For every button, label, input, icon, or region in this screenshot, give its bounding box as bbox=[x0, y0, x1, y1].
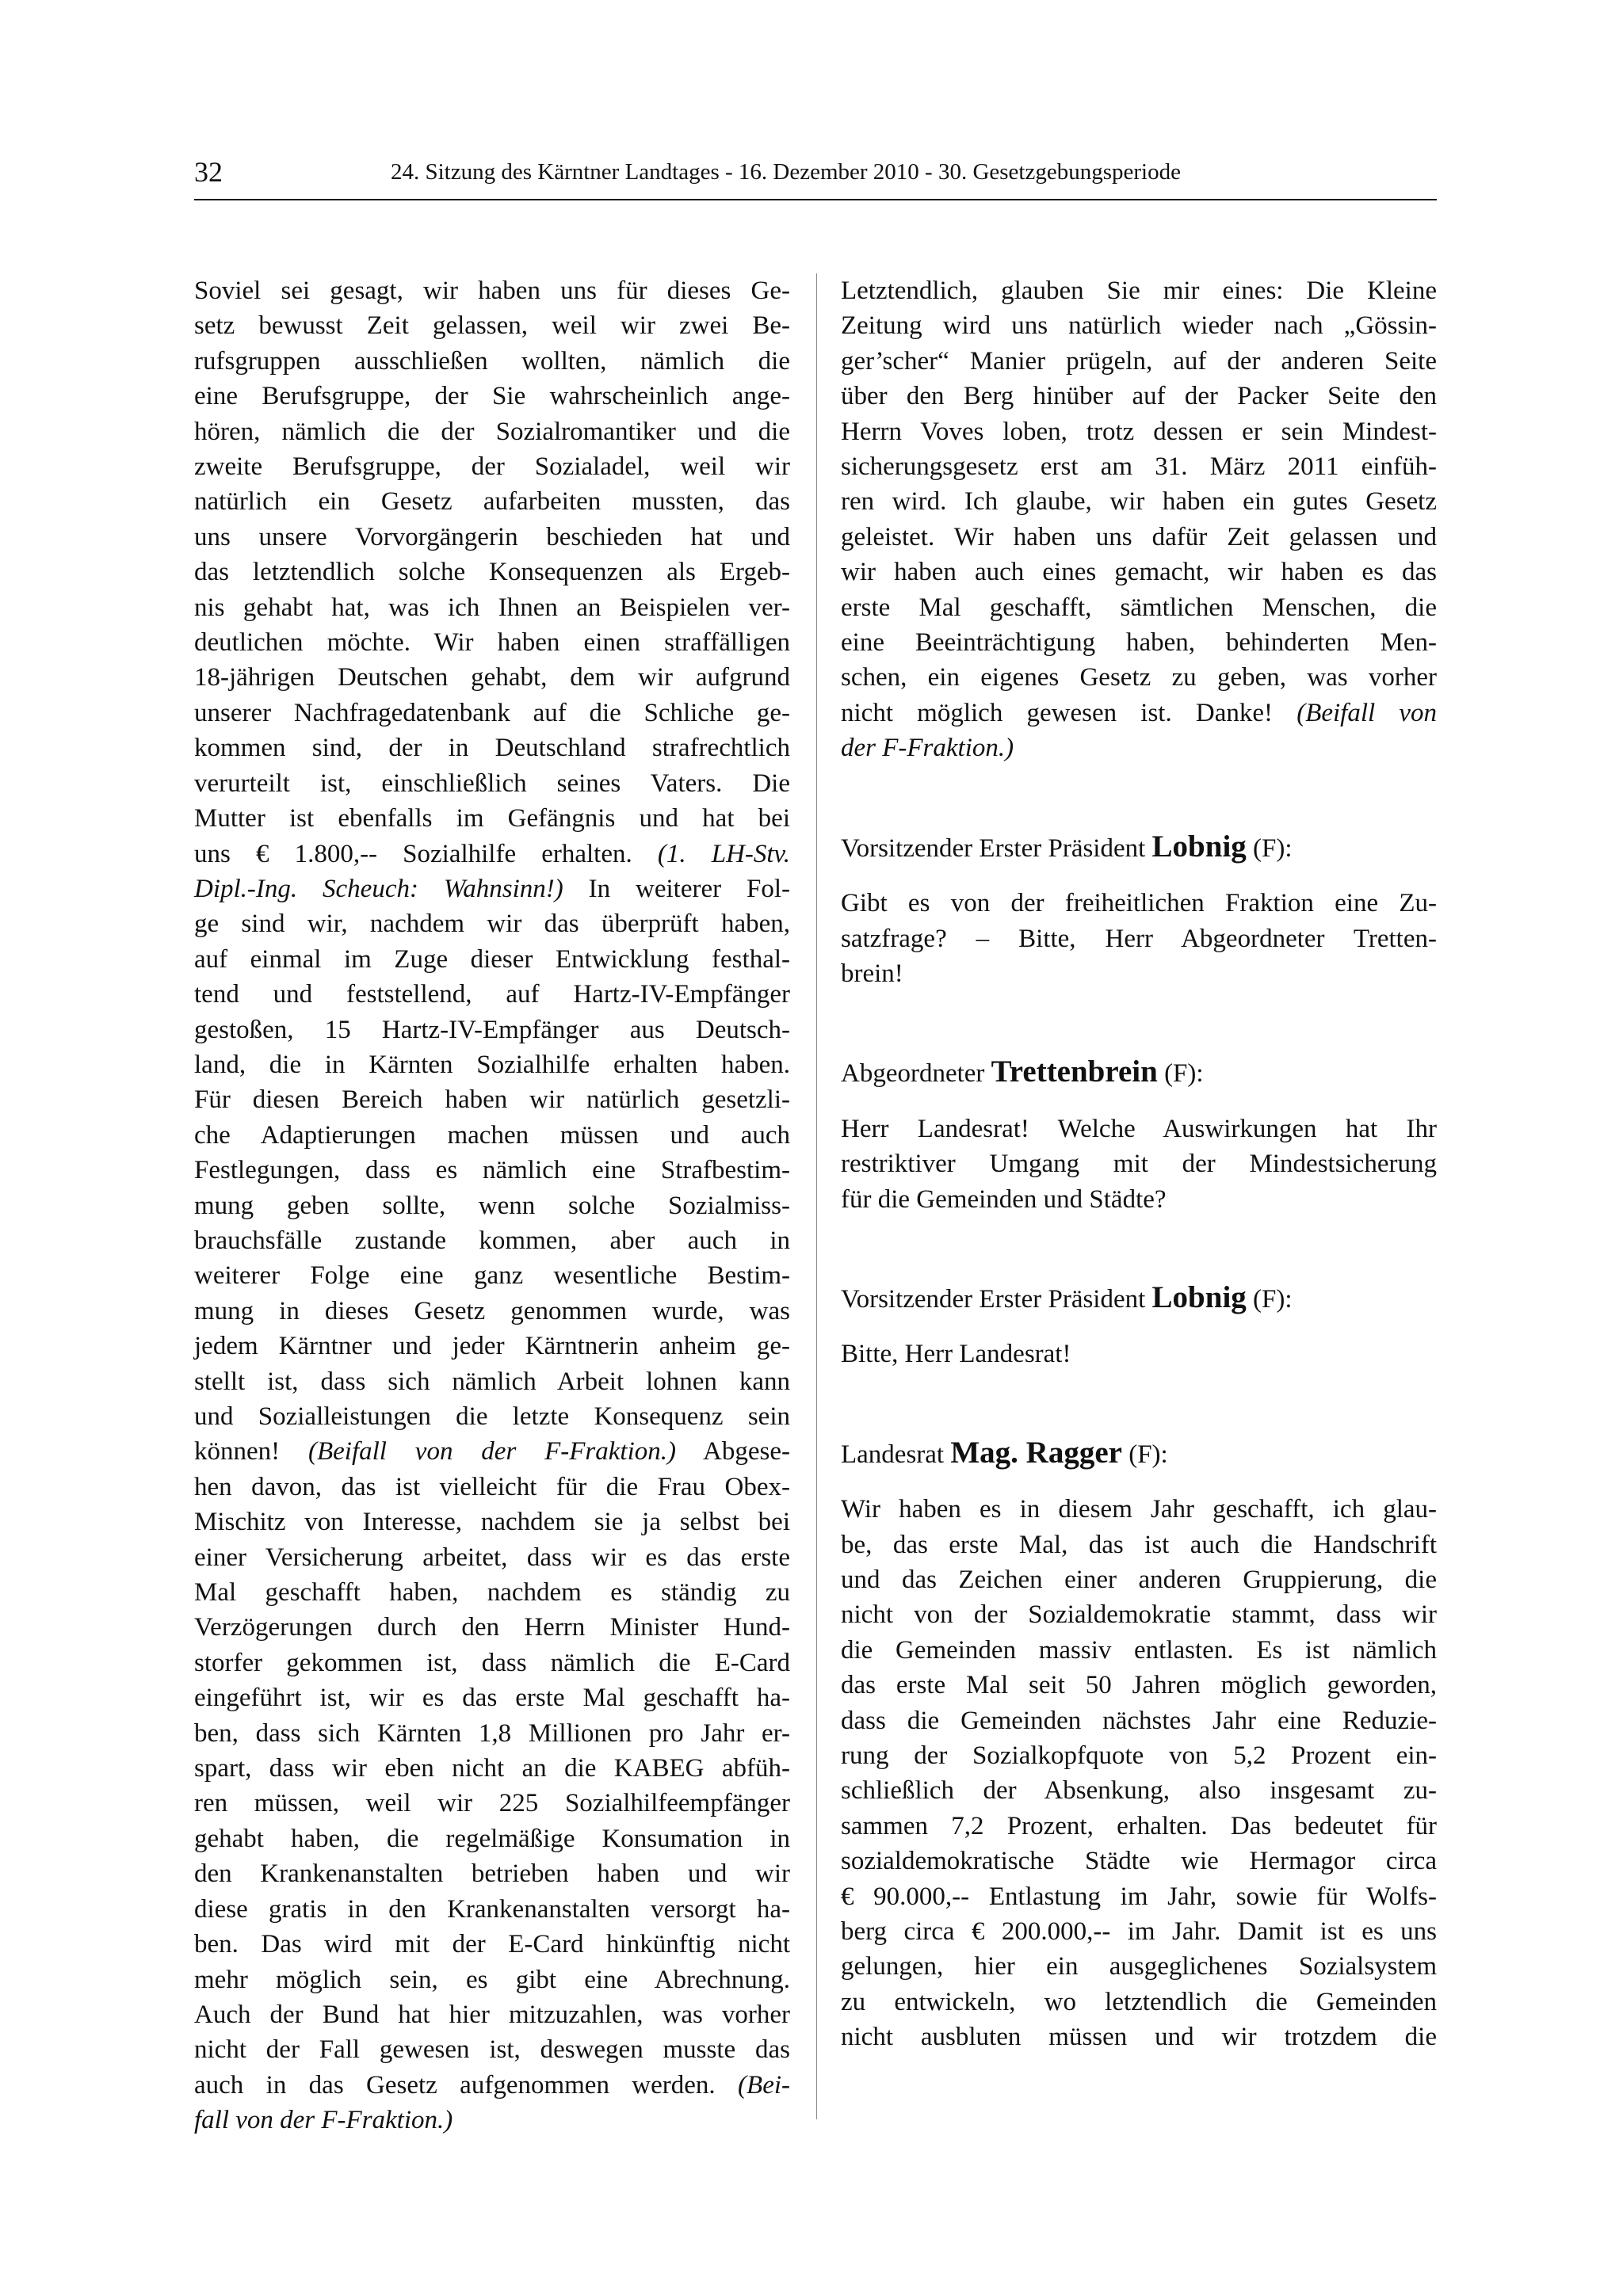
text-line: einer Versicherung arbeitet, dass wir es das erste bbox=[194, 1543, 790, 1572]
text-line: verurteilt ist, einschließlich seines Vaters. Die bbox=[194, 769, 790, 798]
text-line: Soviel sei gesagt, wir haben uns für dieses Ge- bbox=[194, 277, 790, 305]
left-column bbox=[194, 273, 790, 2138]
text-line: nis gehabt hat, was ich Ihnen an Beispielen ver- bbox=[194, 593, 790, 622]
interjection: Dipl.-Ing. Scheuch: Wahnsinn!) bbox=[194, 874, 563, 903]
speaker-role: Abgeordneter bbox=[841, 1059, 991, 1089]
text-line: gelungen, hier ein ausgeglichenes Sozialsystem bbox=[841, 1952, 1437, 1981]
text-line: tend und feststellend, auf Hartz-IV-Empfänger bbox=[194, 980, 790, 1009]
speaker-party: (F): bbox=[1246, 833, 1293, 863]
text-line: eine Berufsgruppe, der Sie wahrscheinlich ange- bbox=[194, 382, 790, 411]
text-line: geleistet. Wir haben uns dafür Zeit gelassen und bbox=[841, 522, 1437, 551]
text-line: be, das erste Mal, das ist auch die Handschrift bbox=[841, 1530, 1437, 1559]
text-line: rufsgruppen ausschließen wollten, nämlich die bbox=[194, 346, 790, 376]
text-line: mung in dieses Gesetz genommen wurde, was bbox=[194, 1296, 790, 1325]
text-line: Für diesen Bereich haben wir natürlich gesetzli- bbox=[194, 1085, 790, 1115]
speaker-line bbox=[841, 1436, 1437, 1472]
paragraph bbox=[841, 1112, 1437, 1217]
interjection: der F-Fraktion.) bbox=[841, 734, 1014, 763]
speaker-name: Lobnig bbox=[1151, 829, 1247, 864]
text-run: können! bbox=[194, 1437, 308, 1466]
text-line: Mutter ist ebenfalls im Gefängnis und hat bei bbox=[194, 804, 790, 833]
text-line: hören, nämlich die der Sozialromantiker und die bbox=[194, 417, 790, 446]
text-line: eine Beeinträchtigung haben, behinderten Men- bbox=[841, 628, 1437, 658]
text-line: wir haben auch eines gemacht, wir haben es das bbox=[841, 558, 1437, 587]
speaker-line bbox=[841, 830, 1437, 866]
text-line: nicht ausbluten müssen und wir trotzdem die bbox=[841, 2023, 1437, 2052]
text-line: ben, dass sich Kärnten 1,8 Millionen pro Jahr er- bbox=[194, 1718, 790, 1748]
paragraph bbox=[841, 1492, 1437, 2055]
text-line: che Adaptierungen machen müssen und auch bbox=[194, 1120, 790, 1150]
interjection: (Beifall von der F-Fraktion.) bbox=[307, 1437, 676, 1466]
speaker-name: Lobnig bbox=[1151, 1280, 1247, 1314]
text-line: ben. Das wird mit der E-Card hinkünftig nicht bbox=[194, 1930, 790, 1959]
text-line bbox=[194, 1434, 790, 1469]
text-line: nicht von der Sozialdemokratie stammt, dass wir bbox=[841, 1600, 1437, 1630]
text-line: Auch der Bund hat hier mitzuzahlen, was vorher bbox=[194, 2000, 790, 2029]
speaker-name: Trettenbrein bbox=[991, 1055, 1158, 1089]
text-line: ger’scher“ Manier prügeln, auf der anderen Seite bbox=[841, 346, 1437, 376]
interjection: fall von der F-Fraktion.) bbox=[194, 2106, 453, 2135]
text-line: uns unsere Vorvorgängerin beschieden hat und bbox=[194, 522, 790, 551]
text-line: land, die in Kärnten Sozialhilfe erhalten haben. bbox=[194, 1050, 790, 1079]
text-run: uns € 1.800,-- Sozialhilfe erhalten. bbox=[194, 839, 658, 868]
paragraph bbox=[841, 273, 1437, 766]
text-run: Abgese- bbox=[676, 1437, 790, 1466]
text-line: nicht der Fall gewesen ist, deswegen musste das bbox=[194, 2035, 790, 2065]
text-line: über den Berg hinüber auf der Packer Seite den bbox=[841, 382, 1437, 411]
text-line: das letztendlich solche Konsequenzen als Ergeb- bbox=[194, 558, 790, 587]
right-column bbox=[841, 273, 1437, 2055]
text-line bbox=[194, 871, 790, 906]
text-line: satzfrage? – Bitte, Herr Abgeordneter Tretten- bbox=[841, 924, 1437, 953]
speaker-role: Landesrat bbox=[841, 1440, 951, 1469]
text-run: auch in das Gesetz aufgenommen werden. bbox=[194, 2070, 739, 2100]
text-line: Verzögerungen durch den Herrn Minister Hund- bbox=[194, 1613, 790, 1642]
text-run: In weiterer Fol- bbox=[563, 874, 790, 903]
text-line bbox=[194, 837, 790, 871]
text-line: und das Zeichen einer anderen Gruppierung, die bbox=[841, 1565, 1437, 1594]
text-line: Wir haben es in diesem Jahr geschafft, ich glau- bbox=[841, 1495, 1437, 1524]
text-line bbox=[841, 696, 1437, 730]
text-line: Herrn Voves loben, trotz dessen er sein Mindest- bbox=[841, 417, 1437, 446]
text-line: mehr möglich sein, es gibt eine Abrechnung. bbox=[194, 1965, 790, 1994]
text-line: kommen sind, der in Deutschland strafrechtlich bbox=[194, 734, 790, 763]
text-line: restriktiver Umgang mit der Mindestsicherung bbox=[841, 1150, 1437, 1179]
text-line: € 90.000,-- Entlastung im Jahr, sowie für Wolfs- bbox=[841, 1882, 1437, 1911]
text-line: Letztendlich, glauben Sie mir eines: Die Kleine bbox=[841, 277, 1437, 305]
text-line: unserer Nachfragedatenbank auf die Schliche ge- bbox=[194, 698, 790, 727]
text-line bbox=[841, 730, 1437, 765]
text-line: diese gratis in den Krankenanstalten versorgt ha- bbox=[194, 1894, 790, 1924]
text-line: dass die Gemeinden nächstes Jahr eine Reduzie- bbox=[841, 1706, 1437, 1735]
text-line: gestoßen, 15 Hartz-IV-Empfänger aus Deutsch- bbox=[194, 1015, 790, 1044]
text-run: nicht möglich gewesen ist. Danke! bbox=[841, 698, 1297, 727]
text-line: Bitte, Herr Landesrat! bbox=[841, 1340, 1071, 1369]
text-line: Gibt es von der freiheitlichen Fraktion eine Zu- bbox=[841, 889, 1437, 918]
text-line: Mal geschafft haben, nachdem es ständig zu bbox=[194, 1578, 790, 1608]
text-line: ge sind wir, nachdem wir das überprüft haben, bbox=[194, 910, 790, 939]
paragraph bbox=[841, 1337, 1437, 1371]
text-line: rung der Sozialkopfquote von 5,2 Prozent ein- bbox=[841, 1741, 1437, 1770]
speaker-line bbox=[841, 1055, 1437, 1091]
text-line bbox=[194, 2103, 790, 2138]
text-line: deutlichen möchte. Wir haben einen straffälligen bbox=[194, 628, 790, 658]
paragraph bbox=[841, 886, 1437, 991]
speaker-role: Vorsitzender Erster Präsident bbox=[841, 1284, 1152, 1314]
text-line: spart, dass wir eben nicht an die KABEG abfüh- bbox=[194, 1754, 790, 1783]
text-line: storfer gekommen ist, dass nämlich die E-Card bbox=[194, 1648, 790, 1677]
text-line: Festlegungen, dass es nämlich eine Strafbestim- bbox=[194, 1156, 790, 1185]
text-line: Mischitz von Interesse, nachdem sie ja selbst bei bbox=[194, 1508, 790, 1537]
text-line: berg circa € 200.000,-- im Jahr. Damit ist es uns bbox=[841, 1917, 1437, 1947]
text-line: brauchsfälle zustande kommen, aber auch in bbox=[194, 1226, 790, 1255]
text-line: hen davon, das ist vielleicht für die Frau Obex- bbox=[194, 1472, 790, 1501]
speaker-party: (F): bbox=[1246, 1284, 1293, 1314]
speaker-party: (F): bbox=[1157, 1059, 1204, 1089]
speaker-party: (F): bbox=[1121, 1440, 1168, 1469]
interjection: (Beifall von bbox=[1296, 698, 1437, 727]
text-line: zweite Berufsgruppe, der Sozialadel, weil wir bbox=[194, 452, 790, 482]
text-line: zu entwickeln, wo letztendlich die Gemeinden bbox=[841, 1987, 1437, 2016]
text-line: den Krankenanstalten betrieben haben und wir bbox=[194, 1859, 790, 1889]
running-head: 24. Sitzung des Kärntner Landtages - 16. Dezember 2010 - 30. Gesetzgebungsperiode bbox=[391, 159, 1181, 185]
speaker-line bbox=[841, 1280, 1437, 1317]
text-line: setz bewusst Zeit gelassen, weil wir zwei Be- bbox=[194, 311, 790, 341]
text-line: weiterer Folge eine ganz wesentliche Bestim- bbox=[194, 1261, 790, 1291]
speaker-role: Vorsitzender Erster Präsident bbox=[841, 833, 1152, 863]
text-line: sicherungsgesetz erst am 31. März 2011 einfüh- bbox=[841, 452, 1437, 482]
text-line: die Gemeinden massiv entlasten. Es ist nämlich bbox=[841, 1635, 1437, 1665]
speaker-name: Mag. Ragger bbox=[950, 1435, 1122, 1470]
text-line: schen, ein eigenes Gesetz zu geben, was vorher bbox=[841, 663, 1437, 692]
interjection: (1. LH-Stv. bbox=[657, 839, 791, 868]
text-line bbox=[194, 2068, 790, 2103]
text-line: das erste Mal seit 50 Jahren möglich geworden, bbox=[841, 1671, 1437, 1700]
text-line: mung geben sollte, wenn solche Sozialmiss- bbox=[194, 1191, 790, 1220]
text-line: sozialdemokratische Städte wie Hermagor circa bbox=[841, 1847, 1437, 1876]
interjection: (Bei- bbox=[738, 2070, 790, 2100]
text-line: natürlich ein Gesetz aufarbeiten mussten, das bbox=[194, 487, 790, 517]
text-line: stellt ist, dass sich nämlich Arbeit lohnen kann bbox=[194, 1367, 790, 1396]
text-line: auf einmal im Zuge dieser Entwicklung festhal- bbox=[194, 944, 790, 974]
text-line: eingeführt ist, wir es das erste Mal geschafft ha- bbox=[194, 1684, 790, 1713]
text-line: sammen 7,2 Prozent, erhalten. Das bedeutet für bbox=[841, 1811, 1437, 1840]
text-line: schließlich der Absenkung, also insgesamt zu- bbox=[841, 1776, 1437, 1806]
text-line: Zeitung wird uns natürlich wieder nach „Gössin- bbox=[841, 311, 1437, 341]
column-divider bbox=[816, 273, 817, 2119]
page-header bbox=[194, 153, 1437, 200]
text-line: ren wird. Ich glaube, wir haben ein gutes Gesetz bbox=[841, 487, 1437, 517]
text-line: erste Mal geschafft, sämtlichen Menschen, die bbox=[841, 593, 1437, 622]
text-line: und Sozialleistungen die letzte Konsequenz sein bbox=[194, 1402, 790, 1431]
text-line: jedem Kärntner und jeder Kärntnerin anheim ge- bbox=[194, 1332, 790, 1361]
text-line: für die Gemeinden und Städte? bbox=[841, 1184, 1167, 1214]
text-line: brein! bbox=[841, 959, 903, 988]
text-line: gehabt haben, die regelmäßige Konsumation in bbox=[194, 1824, 790, 1853]
text-line: Herr Landesrat! Welche Auswirkungen hat Ihr bbox=[841, 1114, 1437, 1143]
text-line: ren müssen, weil wir 225 Sozialhilfeempfänger bbox=[194, 1789, 790, 1818]
text-line: 18-jährigen Deutschen gehabt, dem wir aufgrund bbox=[194, 663, 790, 692]
page-number: 32 bbox=[194, 156, 223, 188]
